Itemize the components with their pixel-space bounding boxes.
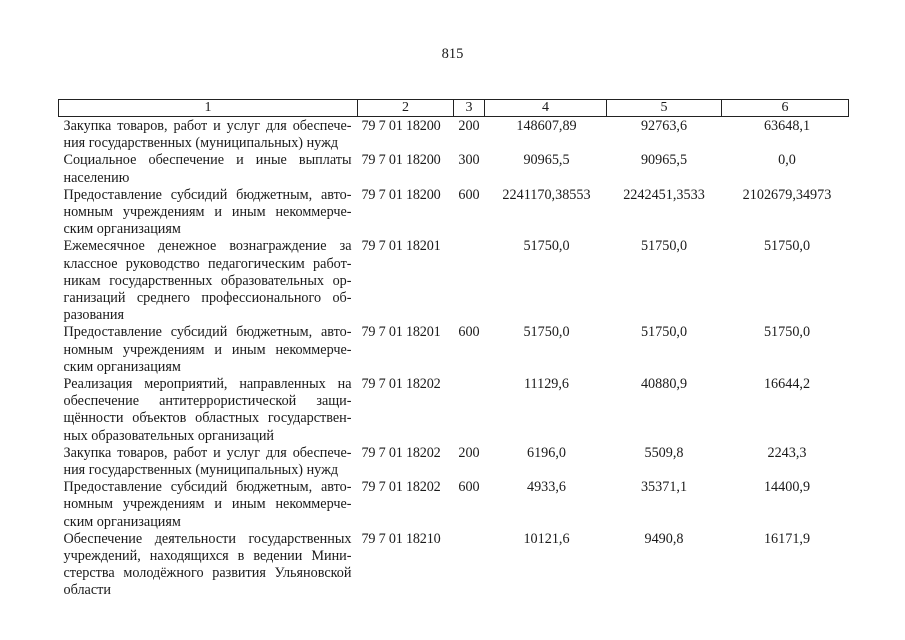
budget-table bbox=[58, 99, 849, 600]
header-col-5: 5 bbox=[607, 100, 722, 117]
header-col-4: 4 bbox=[485, 100, 607, 117]
row-value-1: 4933,6 bbox=[526, 479, 566, 496]
row-code: 79 7 01 18202 bbox=[361, 376, 441, 393]
row-code: 79 7 01 18200 bbox=[361, 186, 441, 203]
row-value-3: 16171,9 bbox=[763, 530, 811, 547]
row-value-1: 148607,89 bbox=[516, 118, 577, 134]
table-row bbox=[59, 324, 849, 376]
row-expense-type: 200 bbox=[458, 444, 480, 461]
row-name: Реализация мероприятий, направленных на обеспечение антитеррористической защищённости объектов областных государственных образовательных организаций bbox=[63, 376, 352, 444]
row-code: 79 7 01 18202 bbox=[361, 479, 441, 496]
page-number: 815 bbox=[441, 46, 464, 62]
row-value-2: 51750,0 bbox=[640, 238, 688, 255]
table-row bbox=[59, 445, 849, 479]
row-name: Ежемесячное денежное вознаграждение за классное руководство педагогическим работникам государственных образовательных организаций среднего профессионального образования bbox=[63, 238, 352, 324]
row-value-2: 90965,5 bbox=[640, 152, 688, 169]
row-expense-type: 600 bbox=[458, 186, 480, 203]
header-col-6: 6 bbox=[722, 100, 849, 117]
row-value-1: 90965,5 bbox=[523, 152, 570, 169]
row-expense-type: 200 bbox=[458, 118, 480, 134]
row-value-1: 10121,6 bbox=[523, 530, 570, 547]
header-col-1: 1 bbox=[59, 100, 358, 117]
row-value-2: 92763,6 bbox=[640, 118, 688, 134]
row-value-2: 35371,1 bbox=[640, 479, 688, 496]
table-row bbox=[59, 117, 849, 153]
row-expense-type: 600 bbox=[458, 324, 480, 341]
row-value-3: 51750,0 bbox=[763, 238, 811, 255]
row-expense-type bbox=[454, 531, 485, 600]
row-name: Предоставление субсидий бюджетным, автономным учреждениям и иным некоммерческим организациям bbox=[63, 186, 352, 238]
table-row bbox=[59, 376, 849, 445]
row-value-3: 0,0 bbox=[778, 152, 796, 169]
row-value-2: 5509,8 bbox=[644, 444, 684, 461]
table-row bbox=[59, 187, 849, 239]
row-value-1: 11129,6 bbox=[523, 376, 570, 393]
header-col-2: 2 bbox=[358, 100, 454, 117]
row-value-2: 51750,0 bbox=[640, 324, 688, 341]
row-name: Предоставление субсидий бюджетным, автономным учреждениям и иным некоммерческим организациям bbox=[63, 479, 352, 530]
row-expense-type: 300 bbox=[458, 152, 480, 169]
table-row bbox=[59, 152, 849, 186]
row-code: 79 7 01 18201 bbox=[361, 238, 441, 255]
row-value-1: 6196,0 bbox=[526, 444, 566, 461]
row-value-3: 51750,0 bbox=[763, 324, 811, 341]
row-name: Социальное обеспечение и иные выплаты населению bbox=[63, 152, 352, 186]
row-value-3: 2243,3 bbox=[767, 444, 807, 461]
table-row bbox=[59, 531, 849, 600]
row-value-1: 51750,0 bbox=[523, 238, 570, 255]
row-expense-type: 600 bbox=[458, 479, 480, 496]
row-code: 79 7 01 18200 bbox=[361, 118, 441, 134]
row-code: 79 7 01 18200 bbox=[361, 152, 441, 169]
row-value-3: 14400,9 bbox=[763, 479, 811, 496]
header-col-3: 3 bbox=[454, 100, 485, 117]
table-row bbox=[59, 479, 849, 531]
row-expense-type bbox=[454, 238, 485, 324]
row-value-2: 9490,8 bbox=[644, 530, 684, 547]
row-expense-type bbox=[454, 376, 485, 445]
row-code: 79 7 01 18210 bbox=[361, 530, 441, 547]
row-name: Предоставление субсидий бюджетным, автономным учреждениям и иным некоммерческим организациям bbox=[63, 324, 352, 375]
row-code: 79 7 01 18201 bbox=[361, 324, 441, 341]
row-value-2: 40880,9 bbox=[640, 376, 688, 393]
table-row bbox=[59, 238, 849, 324]
row-name: Обеспечение деятельности государственных учреждений, находящихся в ведении Министерства молодёжного развития Ульяновской области bbox=[63, 530, 352, 599]
row-value-1: 51750,0 bbox=[523, 324, 570, 341]
row-value-2: 2242451,3533 bbox=[623, 186, 705, 203]
row-value-3: 16644,2 bbox=[763, 376, 811, 393]
row-name: Закупка товаров, работ и услуг для обеспечения государственных (муниципальных) нужд bbox=[63, 444, 352, 479]
row-value-1: 2241170,38553 bbox=[502, 186, 591, 203]
row-value-3: 2102679,34973 bbox=[742, 186, 832, 203]
table-header-row bbox=[59, 100, 849, 117]
row-code: 79 7 01 18202 bbox=[361, 444, 441, 461]
row-name: Закупка товаров, работ и услуг для обеспечения государственных (муниципальных) нужд bbox=[63, 118, 352, 152]
row-value-3: 63648,1 bbox=[763, 118, 811, 134]
